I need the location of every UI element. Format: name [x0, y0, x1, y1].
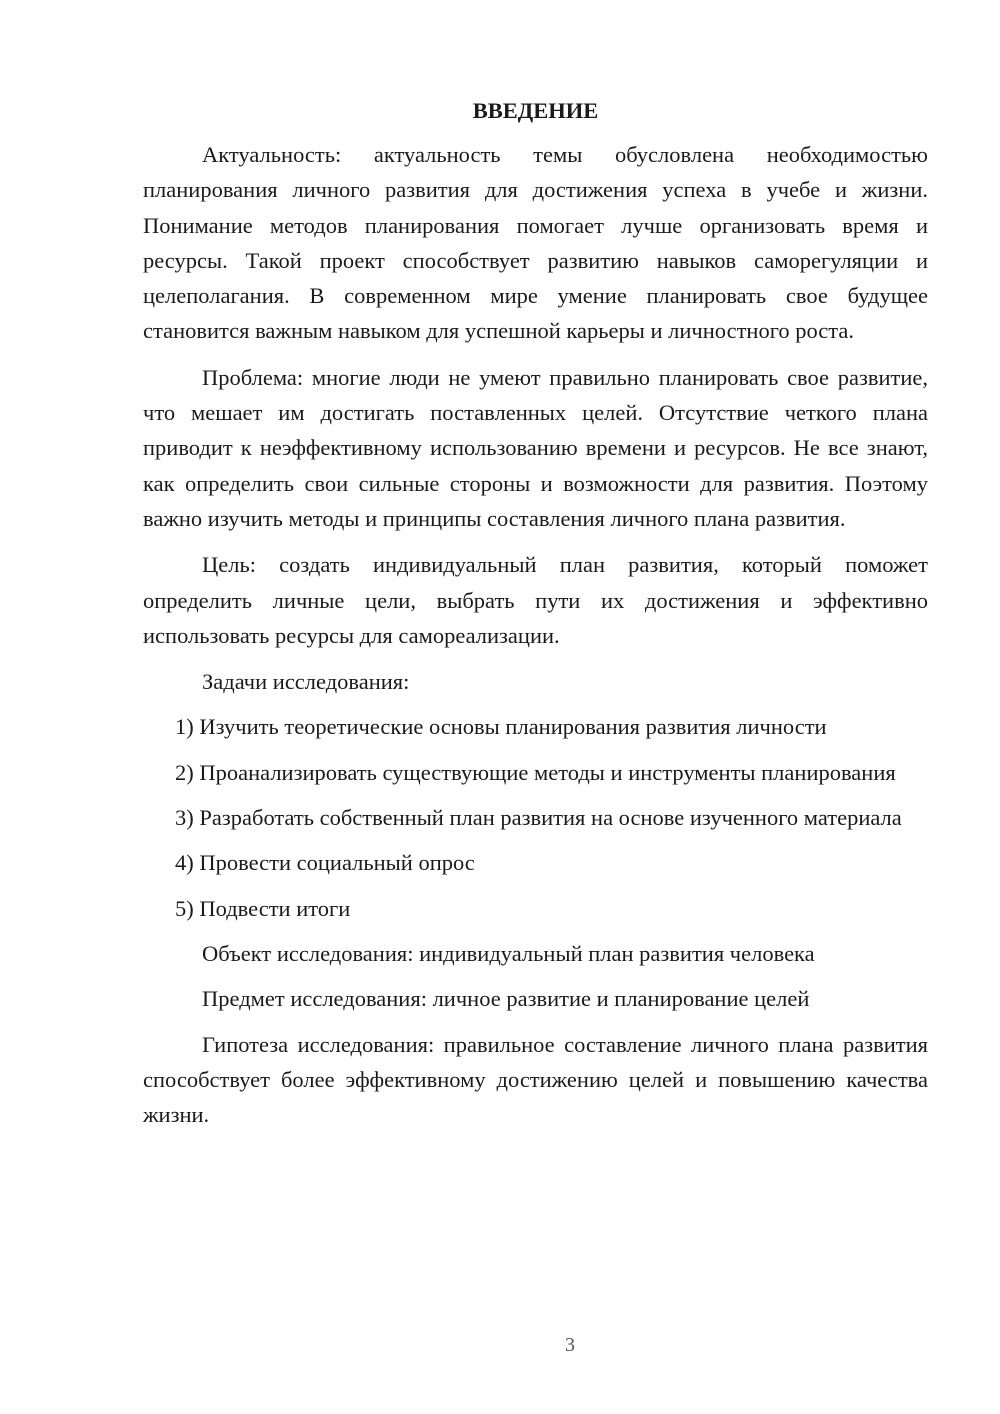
paragraph-goal: Цель: создать индивидуальный план развития, который поможет определить личные цели, выбрать пути их достижения и эффективно использовать ресурсы для самореализации. — [143, 552, 928, 648]
task-item: 5) Подвести итоги — [175, 895, 351, 921]
page-number: 3 — [565, 1334, 575, 1356]
task-item: 1) Изучить теоретические основы планирования развития личности — [175, 714, 827, 740]
paragraph-object: Объект исследования: индивидуальный план развития человека — [202, 940, 815, 966]
page-number-footer — [70, 1334, 1000, 1357]
paragraph-problem: Проблема: многие люди не умеют правильно планировать свое развитие, что мешает им достигать поставленных целей. Отсутствие четкого плана приводит к неэффективному использованию времени и ресурсов. Не все знают, как определить свои сильные стороны и возможности для развития. Поэтому важно изучить методы и принципы составления личного плана развития. — [143, 364, 928, 531]
document-page — [143, 95, 928, 1132]
paragraph-subject: Предмет исследования: личное развитие и планирование целей — [202, 986, 810, 1012]
paragraph-hypothesis: Гипотеза исследования: правильное составление личного плана развития способствует более эффективному достижению целей и повышению качества жизни. — [143, 1031, 928, 1128]
task-item: 2) Проанализировать существующие методы и инструменты планирования — [175, 759, 896, 785]
tasks-heading: Задачи исследования: — [202, 669, 410, 695]
paragraph-relevance: Актуальность: актуальность темы обусловлена необходимостью планирования личного развития для достижения успеха в учебе и жизни. Понимание методов планирования помогает лучше организовать время и ресурсы. Такой проект способствует развитию навыков саморегуляции и целеполагания. В современном мире умение планировать свое будущее становится важным навыком для успешной карьеры и личностного роста. — [143, 142, 928, 344]
section-title: ВВЕДЕНИЕ — [472, 98, 599, 123]
task-item: 3) Разработать собственный план развития на основе изученного материала — [175, 805, 902, 831]
task-item: 4) Провести социальный опрос — [175, 850, 475, 876]
